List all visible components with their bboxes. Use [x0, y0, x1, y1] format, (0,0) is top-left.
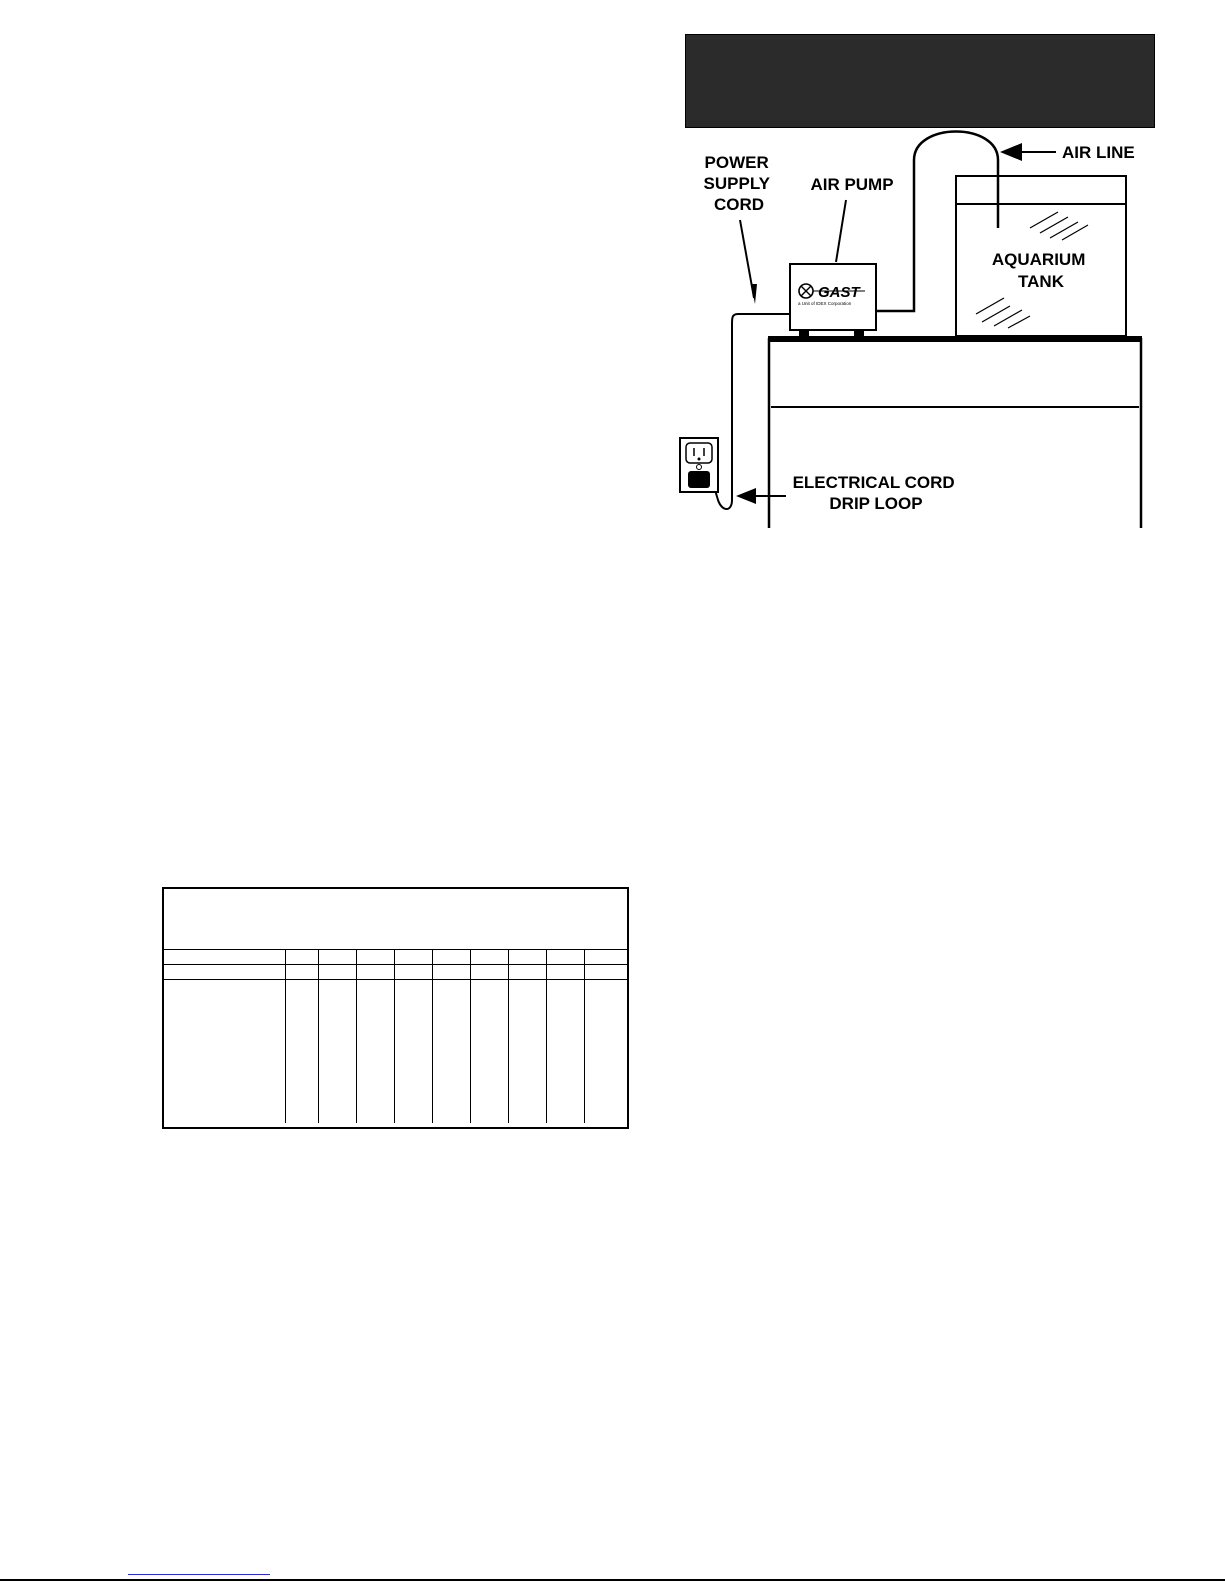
table-column-divider: [432, 949, 433, 1123]
wall-outlet: [680, 438, 718, 492]
aquarium-installation-diagram: [678, 128, 1158, 528]
aquarium-tank-label: AQUARIUM TANK: [991, 250, 1086, 291]
footer-rule: [0, 1579, 1225, 1581]
table-column-divider: [470, 949, 471, 1123]
table-column-divider: [508, 949, 509, 1123]
logo-brand: GAST: [818, 284, 860, 301]
table-column-divider: [356, 949, 357, 1123]
table-column-divider: [546, 949, 547, 1123]
spec-table: [162, 887, 629, 1129]
logo-tagline: a Unit of IDEX Corporation: [798, 301, 852, 306]
air-pump-label: AIR PUMP: [810, 175, 894, 194]
drip-loop-label: ELECTRICAL CORD DRIP LOOP: [792, 473, 955, 513]
table-column-divider: [584, 949, 585, 1123]
table-column-divider: [285, 949, 286, 1123]
power-cord: [712, 314, 790, 509]
table-row-line: [164, 979, 627, 980]
table-column-divider: [318, 949, 319, 1123]
section-title-bar: [685, 34, 1155, 128]
air-pump-pointer: [836, 200, 846, 262]
table-row-line: [164, 964, 627, 965]
air-pump: [790, 264, 876, 336]
power-supply-cord-label: POWER SUPPLY CORD: [703, 153, 770, 214]
footer-link-underline[interactable]: [128, 1574, 270, 1575]
table-column-divider: [394, 949, 395, 1123]
table-header-line: [164, 949, 627, 950]
air-line-label: AIR LINE: [1062, 143, 1135, 162]
